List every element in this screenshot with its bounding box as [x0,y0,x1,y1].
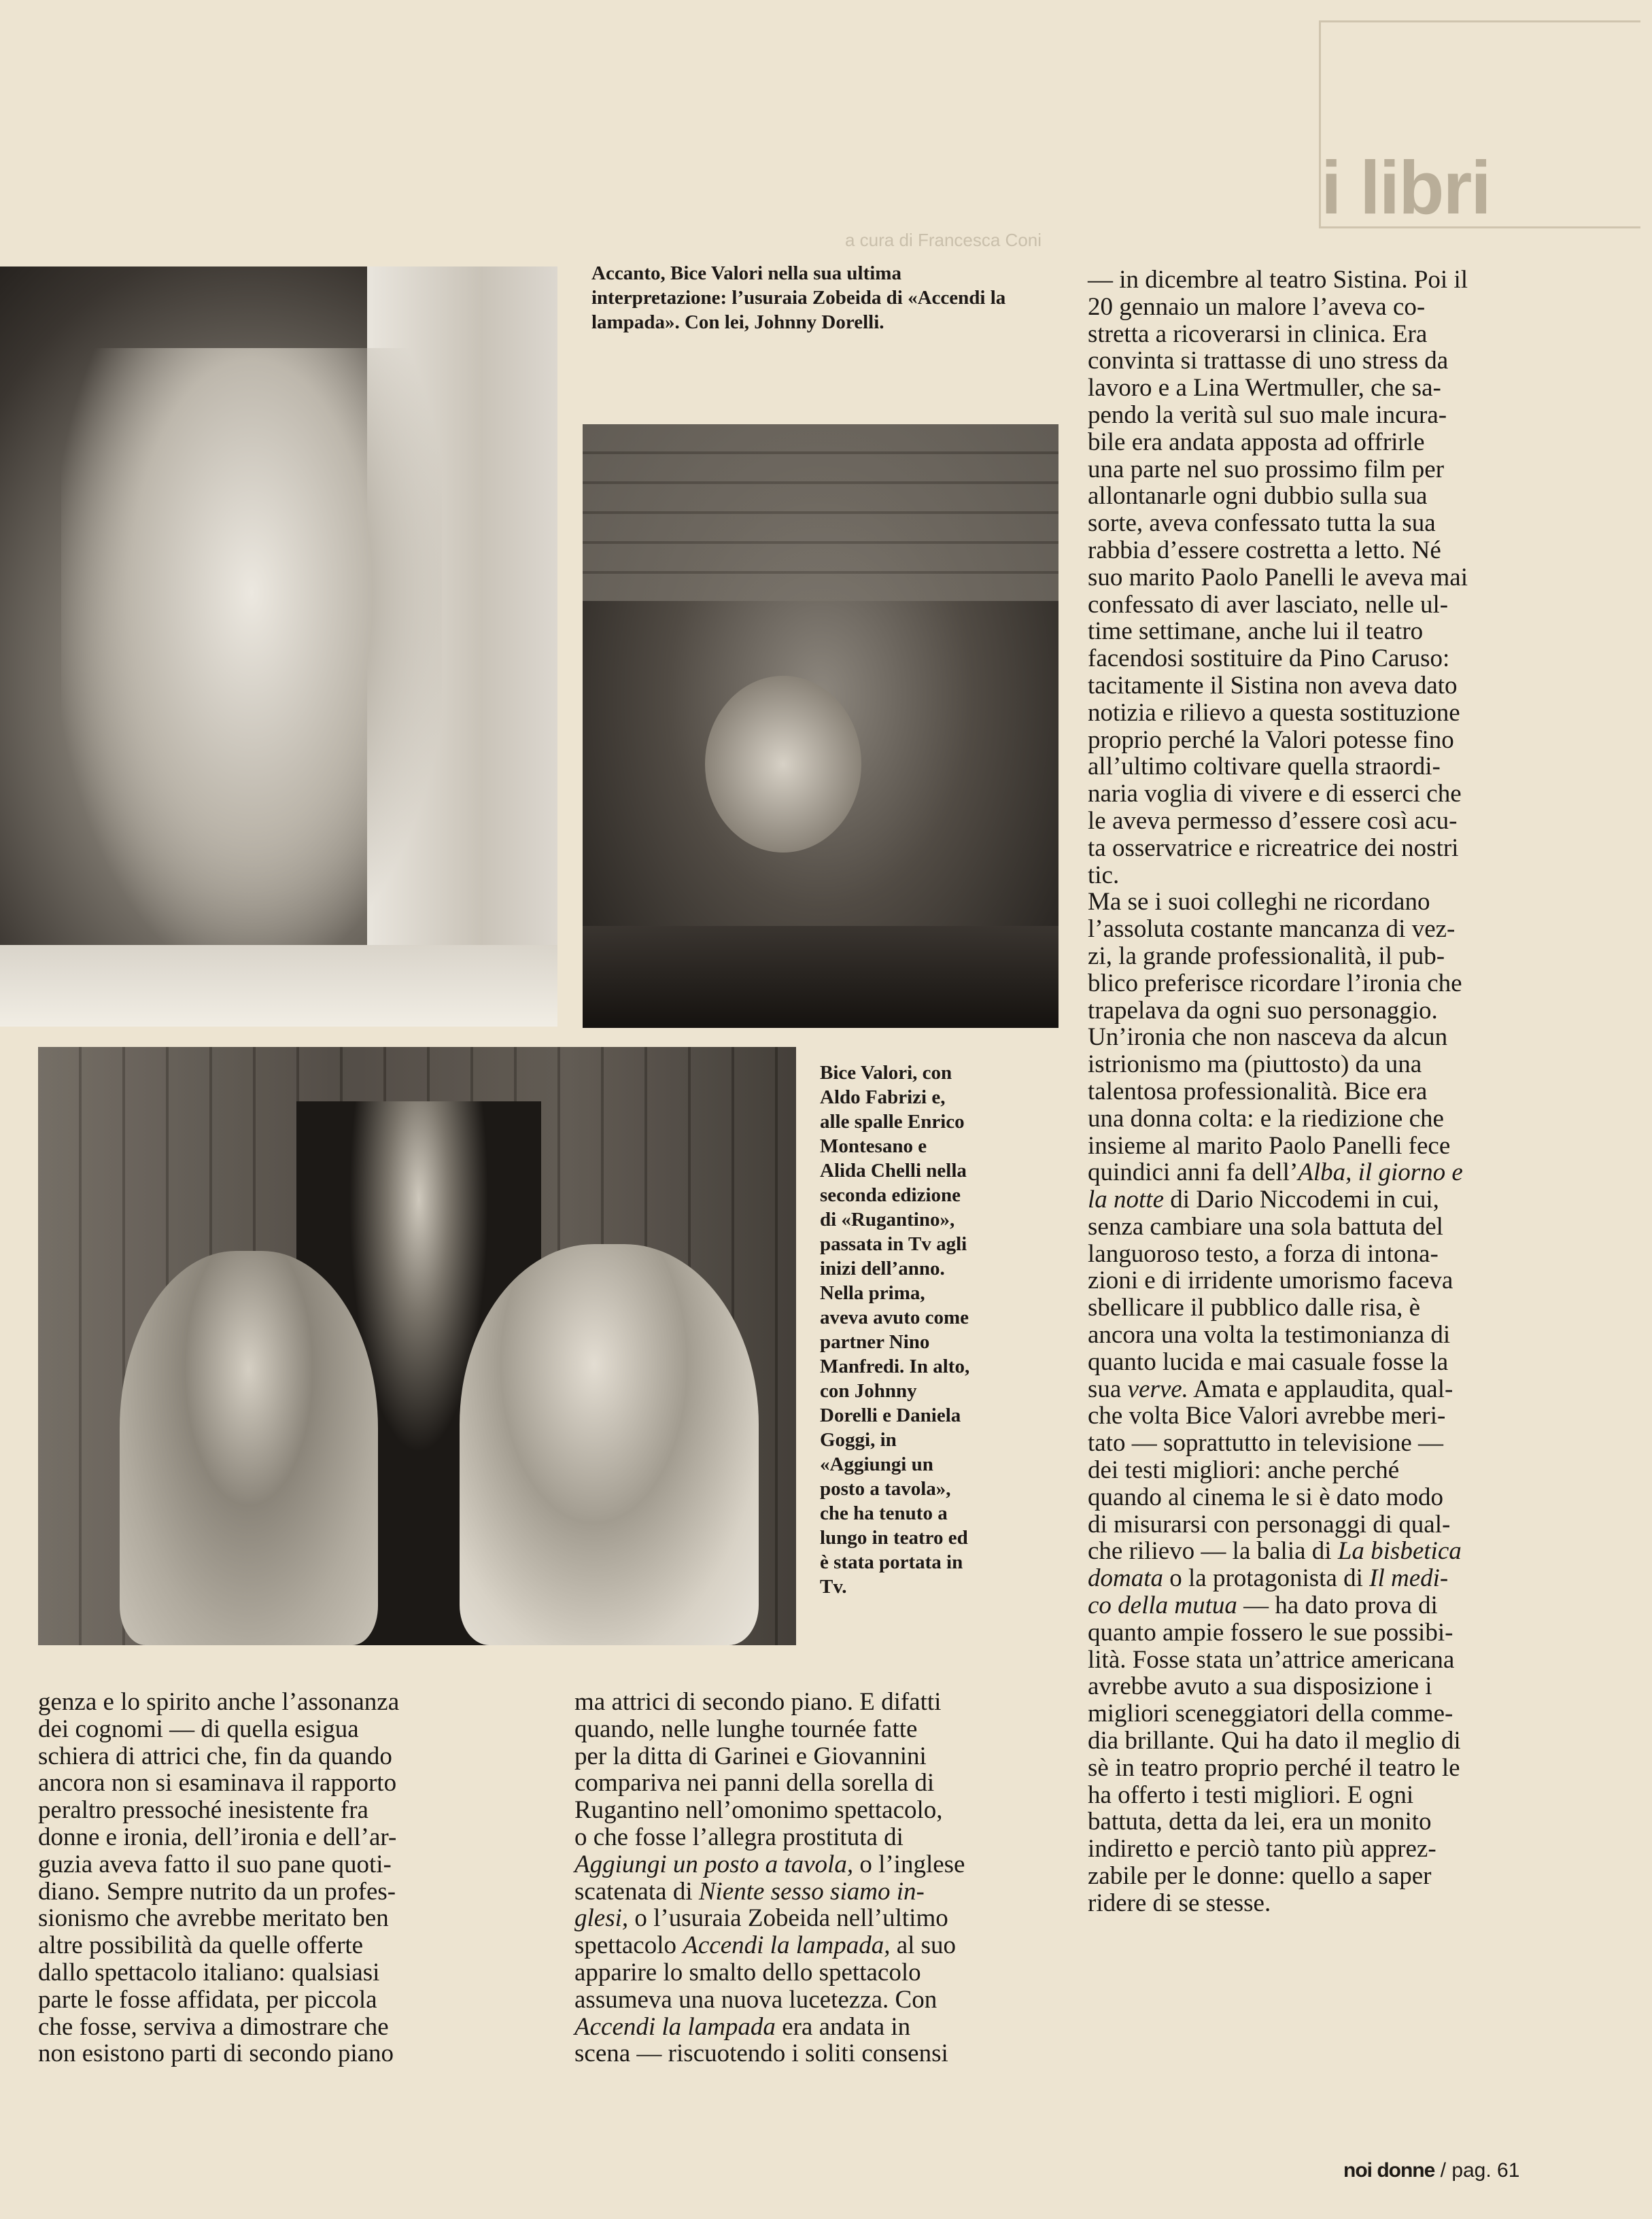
col-right-para-2b: di Dario Niccodemi in cui, senza cambiare una sola battuta del languoroso testo, a forza di intona- zioni e di irridente umorismo faceva sbellicare il pubblico dalle risa, è ancora una volta la testimonianza di quanto lucida e mai casuale fosse la sua [1088,1186,1453,1403]
word-verve: verve. [1127,1375,1188,1403]
photo-actress-left [120,1251,378,1645]
ghost-section-title: i libri [1321,146,1490,230]
col-right-para-2e: — ha dato prova di quanto ampie fossero le sue possibi- lità. Fosse stata un’attrice americana avrebbe avuto a sua disposizione i migliori sceneggiatori della comme- dia brillante. Qui ha dato il meglio di sè in teatro proprio perché il teatro le ha offerto i testi migliori. E ogni battuta, detta da lei, era un monito indiretto e perciò tanto più apprez- zabile per le donne: quello a saper ridere di se stesse. [1088,1592,1461,1917]
article-column-left: genza e lo spirito anche l’assonanza dei cognomi — di quella esigua schiera di attrici che, fin da quando ancora non si esaminava il rapporto peraltro pressoché inesistente fra donne e ironia, dell’ironia e dell’ar- guzia aveva fatto il suo pane quoti- diano. Sempre nutrito da un profes- sionismo che avrebbe meritato ben altre possibilità da quelle offerte dallo spettacolo italiano: qualsiasi parte le fosse affidata, per piccola che fosse, serviva a dimostrare che non esistono parti di secondo piano [38,1688,400,2068]
article-column-right [1088,266,1638,1917]
col-right-para-1: — in dicembre al teatro Sistina. Poi il 20 gennaio un malore l’aveva co- stretta a ricoverarsi in clinica. Era convinta si trattasse di uno stress da lavoro e a Lina Wertmuller, che sa- pendo la verità sul suo male incura- bile era andata apposta ad offrirle una parte nel suo prossimo film per allontanarle ogni dubbio sulla sua sorte, aveva confessato tutta la sua rabbia d’essere costretta a letto. Né suo marito Paolo Panelli le aveva mai confessato di aver lasciato, nelle ul- time settimane, anche lui il teatro facendosi sostituire da Pino Caruso: tacitamente il Sistina non aveva dato notizia e rilievo a questa sostituzione proprio perché la Valori potesse fino all’ultimo coltivare quella straordi- naria voglia di vivere e di esserci che le aveva permesso d’essere così acu- ta osservatrice e ricreatrice dei nostri tic. [1088,266,1468,889]
title-aggiungi: Aggiungi un posto a tavola, [574,1850,854,1878]
title-niente-sesso: Niente sesso siamo in- glesi, [574,1877,925,1933]
col-mid-b: o l’inglese scatenata di [574,1850,965,1906]
photo-aggiungi-cast [38,1047,796,1645]
col-mid-d: al suo apparire lo smalto dello spettacolo assumeva una nuova lucetezza. Con [574,1931,957,2014]
title-medico: Il medi- co della mutua [1088,1564,1449,1620]
caption-rugantino: Bice Valori, con Aldo Fabrizi e, alle spalle Enrico Montesano e Alida Chelli nella seconda edizione di «Rugantino», passata in Tv agli inizi dell’anno. Nella prima, aveva avuto come partner Nino Manfredi. In alto, con Johnny Dorelli e Daniela Goggi, in «Aggiungi un posto a tavola», che ha tenuto a lungo in teatro ed è stata portata in Tv. [820,1062,970,1598]
title-accendi-2: Accendi la lampada [574,2012,776,2041]
col-mid-c: o l’usuraia Zobeida nell’ultimo spettacolo [574,1904,948,1960]
photo-brick-wall [583,424,1059,601]
col-mid-a: ma attrici di secondo piano. E difatti quando, nelle lunghe tournée fatte per la ditta di Garinei e Giovannini compariva nei panni della sorella di Rugantino nell’omonimo spettacolo, o che fosse l’allegra prostituta di [574,1688,943,1851]
col-right-para-2c: Amata e applaudita, qual- che volta Bice Valori avrebbe meri- tato — soprattutto in televisione — dei testi migliori: anche perché quando al cinema le si è dato modo di misurarsi con personaggi di qual- che rilievo — la balia di [1088,1375,1453,1566]
next-page-bleed [845,20,1640,250]
col-right-para-2d: o la protagonista di [1163,1564,1370,1593]
photo-actor-face [705,676,861,853]
article-column-middle [574,1689,1084,2067]
col-mid-e: era andata in scena — riscuotendo i soliti consensi [574,2012,948,2068]
col-right-para-2a: Ma se i suoi colleghi ne ricordano l’assoluta costante mancanza di vez- zi, la grande professionalità, il pub- blico preferisce ricordare l’ironia che trapelava da ogni suo personaggio. Un’ironia che non nasceva da alcun istrionismo ma (piuttosto) da una talentosa professionalità. Bice era una donna colta: e la riedizione che insieme al marito Paolo Panelli fece quindici anni fa dell’ [1088,888,1462,1187]
photo-table [583,926,1059,1028]
page-footer [1343,2159,1519,2182]
title-accendi-1: Accendi la lampada, [683,1931,891,1960]
title-bisbetica: La bisbetica domata [1088,1537,1462,1593]
ghost-byline: a cura di Francesca Coni [845,230,1042,250]
page-number: / pag. 61 [1434,2159,1520,2182]
photo-stage-floor [0,945,557,1027]
photo-zobeida-costume [0,266,557,1027]
caption-zobeida: Accanto, Bice Valori nella sua ultima interpretazione: l’usuraia Zobeida di «Accendi la lampada». Con lei, Johnny Dorelli. [591,262,1006,333]
photo-actress-right [460,1244,759,1645]
photo-rugantino-scene [583,424,1059,1028]
photo-figure [61,348,442,960]
title-alba: Alba, il giorno e la notte [1088,1158,1463,1214]
magazine-brand: noi donne [1343,2159,1435,2182]
